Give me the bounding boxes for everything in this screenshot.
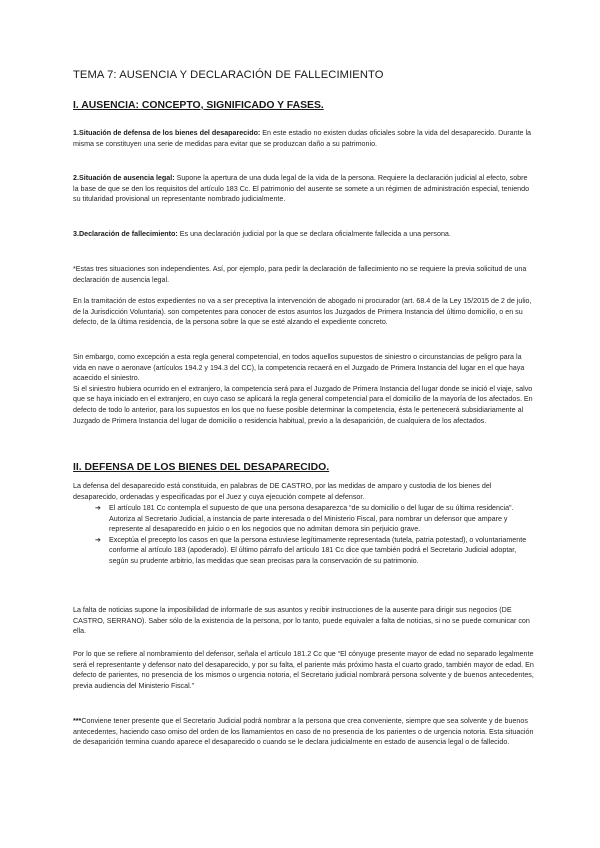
- list-item-text: Exceptúa el precepto los casos en que la persona estuviese legítimamente representada (tutela, patria potestad), o voluntariamente conforme al artículo 183 (apoderado). El último párrafo del artículo 181 Cc dice que también podrá el Secretario Judicial adoptar, según su prudente arbitrio, las medidas que sean precisas para la conservación de su patrimonio.: [109, 535, 527, 565]
- paragraph-situacion-defensa: [73, 128, 535, 149]
- paragraph-tramitacion: En la tramitación de estos expedientes no va a ser preceptiva la intervención de abogado ni procurador (art. 68.4 de la Ley 15/2015 de 2 de julio, de la Jurisdicción Voluntaria). son competentes para conocer de estos asuntos los Juzgados de Primera Instancia del último domicilio, o en su defecto, de la última residencia, de la persona sobre la que se esté alzando el expediente concreto.: [73, 297, 532, 327]
- asterisk-mark: ***: [73, 717, 82, 725]
- list-item: [95, 535, 535, 567]
- paragraph-siniestro: [73, 352, 535, 426]
- paragraph-ausencia-legal: [73, 173, 535, 205]
- paragraph-text: Conviene tener presente que el Secretario Judicial podrá nombrar a la persona que crea conveniente, siempre que sea solvente y de buenos antecedentes, haciendo caso omiso del orden de los llamamientos en caso de no presencia de los parientes o de urgencia notoria. Esta situación de desaparición termina cuando aparece el desaparecido o cuando se le declara judicialmente en estado de ausencia legal o de fallecido.: [73, 717, 534, 747]
- bullet-list: [95, 503, 535, 567]
- item-text: En este estadio no existen dudas oficiales sobre la vida del desaparecido. Durante la misma se constituyen una serie de medidas para evitar que se produzcan daño a su patrimonio.: [73, 129, 532, 148]
- paragraph-conviene: [73, 716, 535, 748]
- list-item-text: El artículo 181 Cc contempla el supuesto de que una persona desaparezca “de su domicilio o del lugar de su última residencia”. Autoriza al Secretario Judicial, a instancia de parte interesada o del Ministerio Fiscal, para nombrar un defensor que ampare y represente al desaparecido en juicio o en los negocios que no admitan demora sin perjuicio grave.: [109, 504, 514, 534]
- paragraph-declaracion-fallecimiento: [73, 229, 535, 240]
- item-label: 2.Situación de ausencia legal:: [73, 174, 175, 182]
- paragraph-line-group: Sin embargo, como excepción a esta regla general competencial, en todos aquellos supuestos de siniestro o circunstancias de peligro para la vida en nave o aeronave (artículos 194.2 y 194.3 del CC), la competencia recaerá en el Juzgado de Primera Instancia del lugar en el que haya acaecido el siniestro.: [73, 353, 525, 383]
- arrow-icon: ➔: [95, 535, 101, 544]
- list-item: [95, 503, 535, 535]
- item-text: Supone la apertura de una duda legal de la vida de la persona. Requiere la declaración judicial al efecto, sobre la base de que se den los requisitos del artículo 183 Cc. El patrimonio del ausente se somete a un régimen de administración especial, teniendo su titularidad provisional un representante nombrado judicialmente.: [73, 174, 530, 204]
- paragraph-note: *Estas tres situaciones son independientes. Así, por ejemplo, para pedir la declaración de fallecimiento no se requiere la previa solicitud de una declaración de ausencia legal.: [73, 265, 527, 284]
- section-heading-ausencia: I. AUSENCIA: CONCEPTO, SIGNIFICADO Y FASES.: [73, 100, 324, 111]
- paragraph-nombramiento: Por lo que se refiere al nombramiento del defensor, señala el artículo 181.2 Cc que “El cónyuge presente mayor de edad no separado legalmente será el representante y defensor nato del desaparecido, y por su falta, el pariente más próximo hasta el cuarto grado, también mayor de edad. En defecto de parientes, no presencia de los mismos o urgencia notoria, el Secretario judicial nombrará persona solvente y de buenos antecedentes, previa audiencia del Ministerio Fiscal.”: [73, 650, 534, 690]
- page-title: TEMA 7: AUSENCIA Y DECLARACIÓN DE FALLECIMIENTO: [73, 69, 384, 81]
- item-text: Es una declaración judicial por la que se declara oficialmente fallecida a una persona.: [177, 230, 451, 238]
- paragraph-line-group: Si el siniestro hubiera ocurrido en el extranjero, la competencia será para el Juzgado de Primera Instancia del lugar donde se inició el viaje, salvo que se haya iniciado en el extranjero, en cuyo caso se aplicará la regla general competencial para el domicilio de la mayoría de los afectados. En defecto de todo lo anterior, para los supuestos en los que no fuese posible determinar la competencia, ésta le pertenecerá subsidiariamente al Juzgado de Primera Instancia del lugar de domicilio o residencia habitual, previo a la desaparición, de cualquiera de los afectados.: [73, 384, 533, 425]
- item-label: 1.Situación de defensa de los bienes del desaparecido:: [73, 129, 261, 137]
- section-heading-defensa: II. DEFENSA DE LOS BIENES DEL DESAPARECIDO.: [73, 462, 330, 473]
- item-label: 3.Declaración de fallecimiento:: [73, 230, 178, 238]
- paragraph-defensa-intro: La defensa del desaparecido está constituida, en palabras de DE CASTRO, por las medidas de amparo y custodia de los bienes del desaparecido, ordenadas y especificadas por el Juez y cuya ejecución compete al defensor.: [73, 482, 492, 501]
- paragraph-falta-noticias: La falta de noticias supone la imposibilidad de informarle de sus asuntos y recibir instrucciones de la ausente para dirigir sus negocios (DE CASTRO, SERRANO). Saber sólo de la existencia de la persona, por lo tanto, puede equivaler a falta de noticias, si no se puede comunicar con ella.: [73, 606, 530, 636]
- arrow-icon: ➔: [95, 504, 101, 512]
